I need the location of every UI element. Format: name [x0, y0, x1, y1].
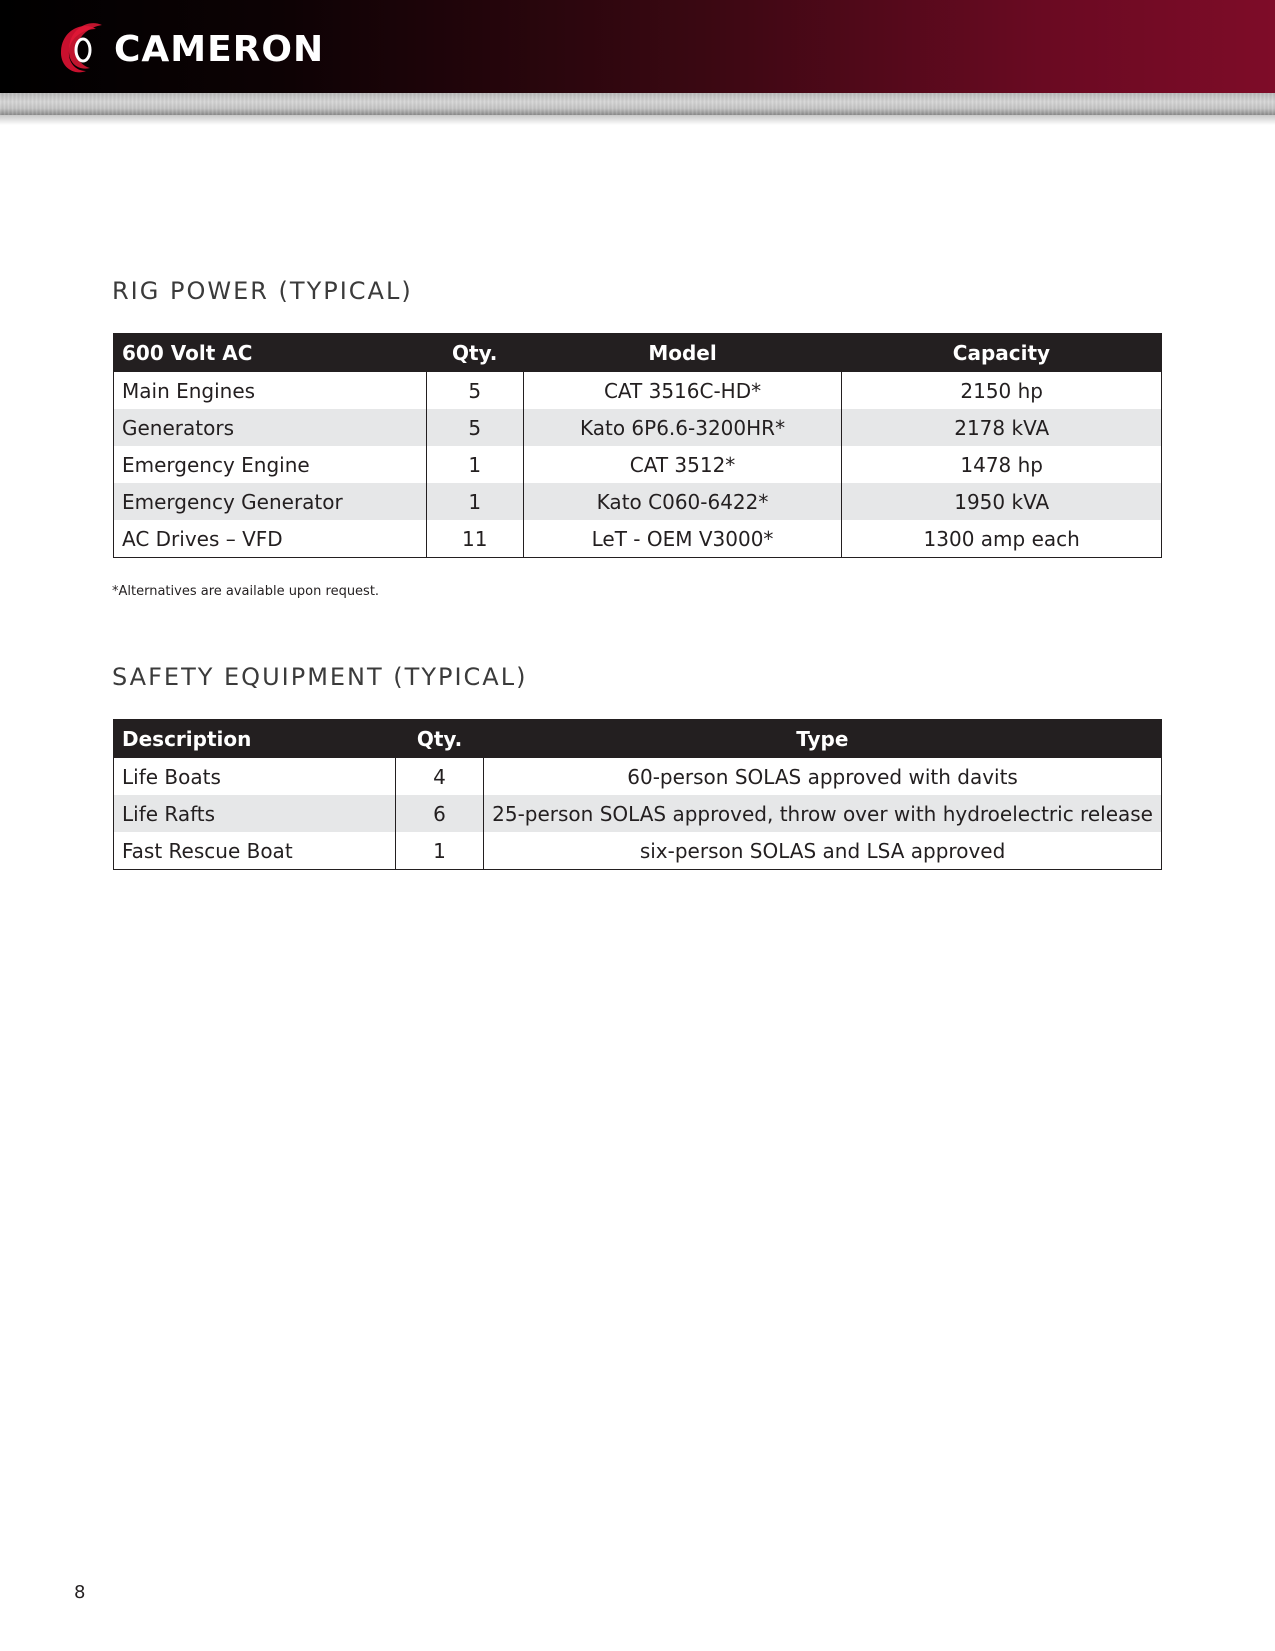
brand-name: CAMERON — [114, 28, 325, 70]
table-cell: 11 — [426, 520, 523, 558]
table-header-row — [114, 720, 1162, 759]
table-cell: CAT 3512* — [523, 446, 842, 483]
table-cell: Life Rafts — [114, 795, 396, 832]
table-cell: 4 — [395, 758, 483, 795]
column-header: 600 Volt AC — [114, 334, 427, 373]
column-header: Capacity — [842, 334, 1162, 373]
column-header: Description — [114, 720, 396, 759]
cameron-c-icon — [56, 21, 104, 77]
table-cell: 5 — [426, 372, 523, 409]
table-cell: Kato C060-6422* — [523, 483, 842, 520]
table-cell: 60-person SOLAS approved with davits — [484, 758, 1162, 795]
column-header: Qty. — [426, 334, 523, 373]
column-header: Model — [523, 334, 842, 373]
table-cell: 1 — [426, 446, 523, 483]
header-shadow — [0, 115, 1275, 125]
table-cell: Emergency Generator — [114, 483, 427, 520]
table-row — [114, 446, 1162, 483]
table-row — [114, 520, 1162, 558]
rig-power-title: RIG POWER (TYPICAL) — [112, 277, 413, 305]
table-cell: 1300 amp each — [842, 520, 1162, 558]
table-cell: Generators — [114, 409, 427, 446]
table-cell: Fast Rescue Boat — [122, 838, 293, 863]
column-header: Qty. — [395, 720, 483, 759]
table-row — [114, 758, 1162, 795]
table-cell: 25-person SOLAS approved, throw over with hydroelectric release — [484, 795, 1162, 832]
table-cell: 1950 kVA — [842, 483, 1162, 520]
cameron-logo — [56, 20, 324, 78]
table-cell: 6 — [395, 795, 483, 832]
table-cell: LeT - OEM V3000* — [523, 520, 842, 558]
table-cell: Main Engines — [122, 378, 256, 403]
header-banner — [0, 0, 1275, 93]
table-row — [114, 372, 1162, 409]
table-cell: 1478 hp — [842, 446, 1162, 483]
table-cell: Life Boats — [122, 764, 221, 789]
table-cell: 1 — [426, 483, 523, 520]
table-row — [114, 795, 1162, 832]
column-header: Type — [484, 720, 1162, 759]
safety-equipment-table — [113, 719, 1162, 870]
table-cell: 5 — [426, 409, 523, 446]
table-cell: AC Drives – VFD — [122, 526, 283, 551]
page-number: 8 — [74, 1582, 86, 1603]
table-row — [114, 832, 1162, 870]
table-cell: Kato 6P6.6-3200HR* — [523, 409, 842, 446]
rig-power-table — [113, 333, 1162, 558]
table-cell: six-person SOLAS and LSA approved — [484, 832, 1162, 870]
table-header-row — [114, 334, 1162, 373]
table-cell: 2150 hp — [842, 372, 1162, 409]
table-cell: Emergency Engine — [122, 452, 310, 477]
table-cell: 2178 kVA — [842, 409, 1162, 446]
table-cell: CAT 3516C-HD* — [523, 372, 842, 409]
table-row — [114, 409, 1162, 446]
safety-equipment-title: SAFETY EQUIPMENT (TYPICAL) — [112, 663, 528, 691]
table-cell: 1 — [395, 832, 483, 870]
table-row — [114, 483, 1162, 520]
footnote: *Alternatives are available upon request. — [112, 584, 380, 599]
brushed-metal-strip — [0, 93, 1275, 115]
